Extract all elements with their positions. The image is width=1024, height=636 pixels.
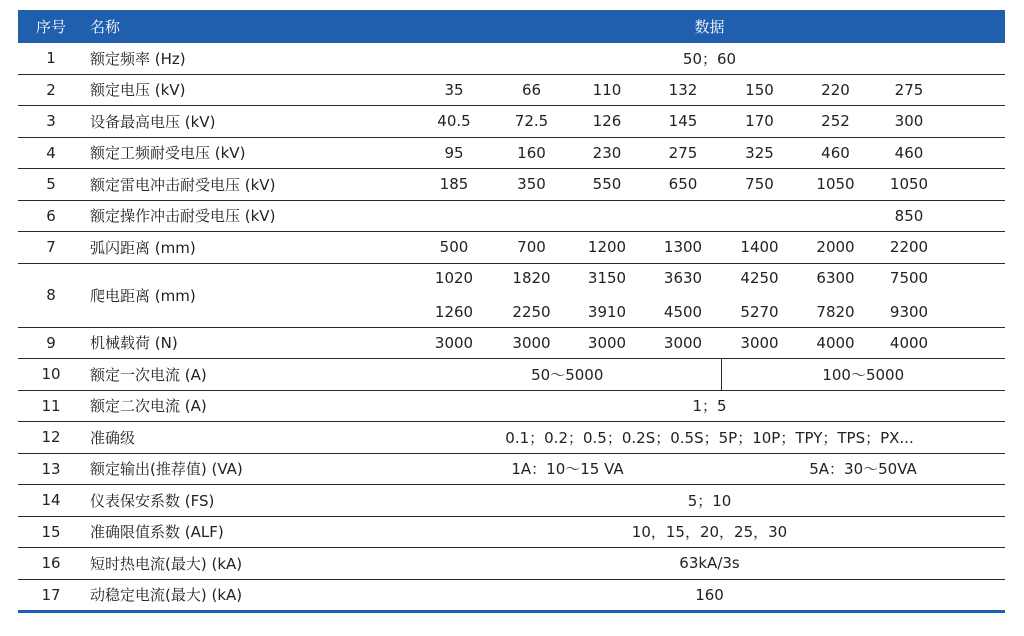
cell-value-bottom: 4500	[663, 303, 703, 321]
cell-value-top: 1820	[512, 269, 551, 287]
cell-value-bottom: 2250	[512, 303, 551, 321]
row-value: 160	[414, 579, 1005, 612]
cell-value: 3000	[721, 327, 798, 359]
cell-value: 2000	[798, 232, 873, 264]
row-value-right: 100～5000	[721, 359, 1005, 391]
cell-value: 650	[645, 169, 721, 201]
row-value: 5；10	[414, 485, 1005, 517]
cell-value-top: 1020	[434, 269, 474, 287]
row-name: 额定操作冲击耐受电压 (kV)	[84, 200, 414, 232]
cell-value-top: 3630	[663, 269, 703, 287]
row-no: 15	[18, 516, 84, 548]
cell-value: 1200	[569, 232, 645, 264]
row-name: 额定频率 (Hz)	[84, 43, 414, 74]
header-no: 序号	[18, 10, 84, 43]
row-name: 额定工频耐受电压 (kV)	[84, 137, 414, 169]
cell-value: 3000	[414, 327, 494, 359]
cell-value: 275	[645, 137, 721, 169]
cell-value: 220	[798, 74, 873, 106]
cell-value-top: 4250	[740, 269, 779, 287]
table-row	[18, 106, 1005, 138]
cell-value: 1400	[721, 232, 798, 264]
table-row	[18, 359, 1005, 391]
cell-value-top: 7500	[889, 269, 929, 287]
cell-value-pair	[873, 263, 945, 327]
row-name: 爬电距离 (mm)	[84, 263, 414, 327]
row-no: 3	[18, 106, 84, 138]
cell-value: 1050	[873, 169, 945, 201]
row-no: 17	[18, 579, 84, 612]
table-row	[18, 548, 1005, 580]
table-row	[18, 232, 1005, 264]
cell-value: 350	[494, 169, 569, 201]
cell-value: 132	[645, 74, 721, 106]
row-value: 50；60	[414, 43, 1005, 74]
cell-value: 66	[494, 74, 569, 106]
cell-value-bottom: 5270	[740, 303, 779, 321]
cell-value: 35	[414, 74, 494, 106]
row-name: 机械载荷 (N)	[84, 327, 414, 359]
cell-value: 1050	[798, 169, 873, 201]
row-padding	[945, 74, 1005, 106]
cell-value: 460	[798, 137, 873, 169]
cell-value: 550	[569, 169, 645, 201]
table-row	[18, 453, 1005, 485]
cell-value: 4000	[873, 327, 945, 359]
row-name: 额定雷电冲击耐受电压 (kV)	[84, 169, 414, 201]
row-name: 准确限值系数 (ALF)	[84, 516, 414, 548]
row-name: 仪表保安系数 (FS)	[84, 485, 414, 517]
row-no: 5	[18, 169, 84, 201]
row-padding	[945, 137, 1005, 169]
cell-value: 3000	[645, 327, 721, 359]
table-row	[18, 263, 1005, 327]
cell-value-pair	[645, 263, 721, 327]
row-name: 准确级	[84, 422, 414, 454]
row-padding	[945, 200, 1005, 232]
row-value-left: 1A：10～15 VA	[414, 453, 721, 485]
cell-value: 126	[569, 106, 645, 138]
table-row	[18, 74, 1005, 106]
cell-value-top: 6300	[816, 269, 855, 287]
header-data: 数据	[414, 10, 1005, 43]
cell-value-bottom: 3910	[587, 303, 627, 321]
row-no: 2	[18, 74, 84, 106]
row-name: 额定二次电流 (A)	[84, 390, 414, 422]
row-no: 9	[18, 327, 84, 359]
cell-value-bottom: 7820	[816, 303, 855, 321]
cell-value: 40.5	[414, 106, 494, 138]
row-name: 设备最高电压 (kV)	[84, 106, 414, 138]
row-padding	[945, 169, 1005, 201]
cell-value	[798, 200, 873, 232]
cell-value: 160	[494, 137, 569, 169]
cell-value: 150	[721, 74, 798, 106]
row-padding	[945, 232, 1005, 264]
cell-value: 3000	[494, 327, 569, 359]
row-no: 1	[18, 43, 84, 74]
row-no: 10	[18, 359, 84, 391]
row-name: 额定一次电流 (A)	[84, 359, 414, 391]
cell-value: 500	[414, 232, 494, 264]
row-no: 6	[18, 200, 84, 232]
cell-value: 185	[414, 169, 494, 201]
table-row	[18, 579, 1005, 612]
table-row	[18, 422, 1005, 454]
row-no: 4	[18, 137, 84, 169]
cell-value: 460	[873, 137, 945, 169]
cell-value: 850	[873, 200, 945, 232]
cell-value: 750	[721, 169, 798, 201]
row-name: 弧闪距离 (mm)	[84, 232, 414, 264]
table-row	[18, 390, 1005, 422]
cell-value	[645, 200, 721, 232]
row-value-right: 5A：30～50VA	[721, 453, 1005, 485]
row-name: 短时热电流(最大) (kA)	[84, 548, 414, 580]
cell-value: 325	[721, 137, 798, 169]
cell-value: 170	[721, 106, 798, 138]
table-header-row	[18, 10, 1005, 43]
header-name: 名称	[84, 10, 414, 43]
cell-value-pair	[721, 263, 798, 327]
table-row	[18, 200, 1005, 232]
table-row	[18, 327, 1005, 359]
row-value-left: 50～5000	[414, 359, 721, 391]
cell-value: 145	[645, 106, 721, 138]
row-name: 额定输出(推荐值) (VA)	[84, 453, 414, 485]
cell-value: 95	[414, 137, 494, 169]
table-row	[18, 169, 1005, 201]
row-name: 动稳定电流(最大) (kA)	[84, 579, 414, 612]
cell-value: 230	[569, 137, 645, 169]
row-padding	[945, 106, 1005, 138]
cell-value	[721, 200, 798, 232]
cell-value-top: 3150	[587, 269, 627, 287]
cell-value	[569, 200, 645, 232]
row-value: 10，15，20，25，30	[414, 516, 1005, 548]
row-no: 7	[18, 232, 84, 264]
cell-value-pair	[414, 263, 494, 327]
row-value: 63kA/3s	[414, 548, 1005, 580]
cell-value-pair	[798, 263, 873, 327]
cell-value-pair	[494, 263, 569, 327]
row-padding	[945, 263, 1005, 327]
cell-value: 300	[873, 106, 945, 138]
table-row	[18, 43, 1005, 74]
table-row	[18, 516, 1005, 548]
cell-value: 3000	[569, 327, 645, 359]
cell-value: 72.5	[494, 106, 569, 138]
row-no: 11	[18, 390, 84, 422]
cell-value	[414, 200, 494, 232]
row-no: 12	[18, 422, 84, 454]
cell-value-pair	[569, 263, 645, 327]
cell-value-bottom: 9300	[889, 303, 929, 321]
row-padding	[945, 327, 1005, 359]
cell-value: 252	[798, 106, 873, 138]
row-no: 16	[18, 548, 84, 580]
row-name: 额定电压 (kV)	[84, 74, 414, 106]
table-row	[18, 137, 1005, 169]
cell-value: 110	[569, 74, 645, 106]
row-value: 1；5	[414, 390, 1005, 422]
spec-table	[18, 10, 1005, 613]
row-no: 13	[18, 453, 84, 485]
cell-value-bottom: 1260	[434, 303, 474, 321]
cell-value: 700	[494, 232, 569, 264]
row-no: 8	[18, 263, 84, 327]
cell-value: 275	[873, 74, 945, 106]
cell-value: 4000	[798, 327, 873, 359]
cell-value: 1300	[645, 232, 721, 264]
row-value: 0.1；0.2；0.5；0.2S；0.5S；5P；10P；TPY；TPS；PX...	[414, 422, 1005, 454]
table-row	[18, 485, 1005, 517]
cell-value	[494, 200, 569, 232]
row-no: 14	[18, 485, 84, 517]
cell-value: 2200	[873, 232, 945, 264]
